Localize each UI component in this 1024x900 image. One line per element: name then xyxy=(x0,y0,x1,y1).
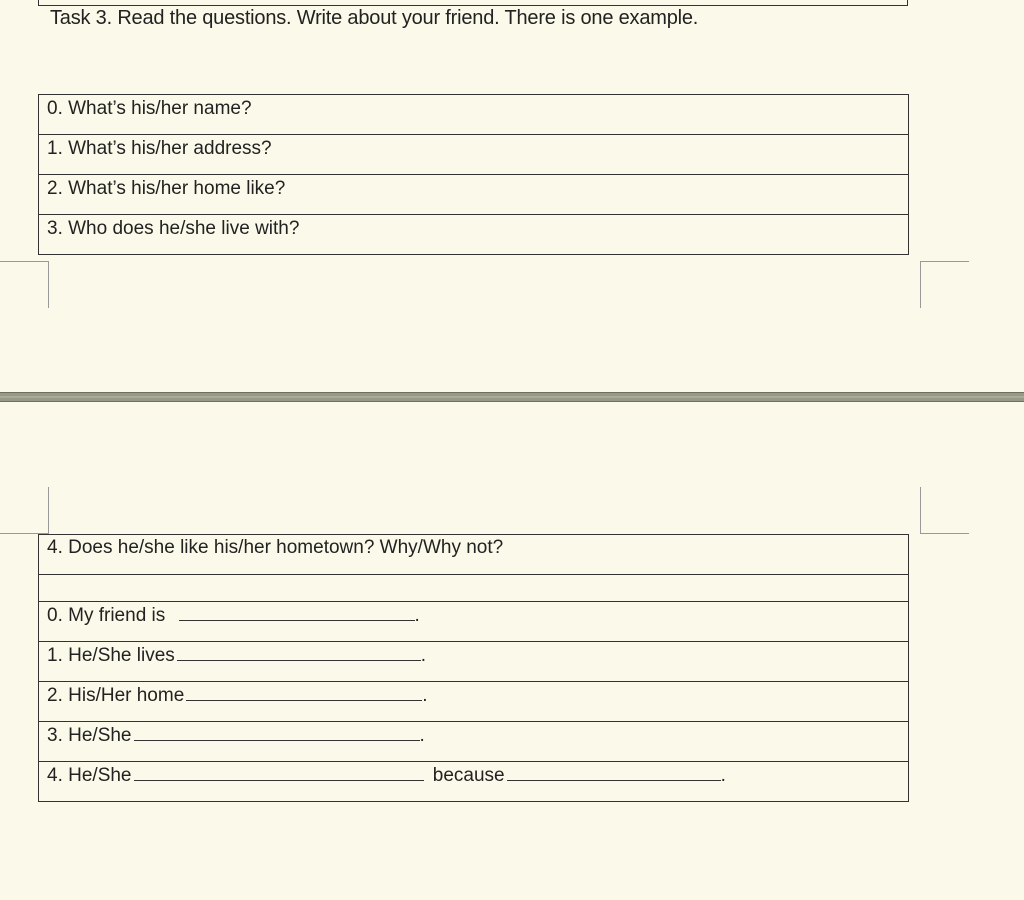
answer-1 xyxy=(39,642,909,682)
empty-cell xyxy=(39,575,909,602)
question-0: 0. What’s his/her name? xyxy=(39,95,909,135)
answer-3-blank[interactable] xyxy=(134,724,420,741)
table-row xyxy=(39,642,909,682)
answer-4-lead: 4. He/She xyxy=(47,765,132,786)
answer-0-blank[interactable] xyxy=(179,604,415,621)
question-4: 4. Does he/she like his/her hometown? Why/Why not? xyxy=(39,535,909,575)
table-row xyxy=(39,135,909,175)
question-3: 3. Who does he/she live with? xyxy=(39,215,909,255)
answer-2 xyxy=(39,682,909,722)
page-top-rule xyxy=(38,0,908,6)
table-row xyxy=(39,682,909,722)
question-2: 2. What’s his/her home like? xyxy=(39,175,909,215)
page-corner-mark xyxy=(920,261,969,308)
table-row xyxy=(39,575,909,602)
answer-2-lead: 2. His/Her home xyxy=(47,685,185,706)
page-corner-mark xyxy=(0,261,49,308)
answer-3-end: . xyxy=(419,725,425,746)
table-row xyxy=(39,722,909,762)
task-heading: Task 3. Read the questions. Write about your friend. There is one example. xyxy=(50,7,699,29)
answer-2-blank[interactable] xyxy=(186,684,422,701)
table-row xyxy=(39,762,909,802)
answer-1-blank[interactable] xyxy=(177,644,421,661)
answer-4 xyxy=(39,762,909,802)
answer-4-end: . xyxy=(720,765,726,786)
table-row xyxy=(39,215,909,255)
answer-0-end: . xyxy=(414,605,420,626)
answer-2-end: . xyxy=(422,685,428,706)
page-corner-mark xyxy=(0,487,49,534)
table-row xyxy=(39,535,909,575)
answer-0-lead: 0. My friend is xyxy=(47,605,166,626)
answer-4-mid: because xyxy=(432,765,505,786)
answer-3-lead: 3. He/She xyxy=(47,725,132,746)
questions-answers-table xyxy=(38,534,909,802)
page-break-separator xyxy=(0,392,1024,402)
table-row xyxy=(39,95,909,135)
answer-1-end: . xyxy=(420,645,427,666)
table-row xyxy=(39,175,909,215)
answer-1-lead: 1. He/She lives xyxy=(47,645,175,666)
table-row xyxy=(39,602,909,642)
page-corner-mark xyxy=(920,487,969,534)
answer-4-blank-1[interactable] xyxy=(134,764,424,781)
answer-3 xyxy=(39,722,909,762)
questions-table xyxy=(38,94,909,255)
answer-0 xyxy=(39,602,909,642)
answer-4-blank-2[interactable] xyxy=(507,764,721,781)
question-1: 1. What’s his/her address? xyxy=(39,135,909,175)
